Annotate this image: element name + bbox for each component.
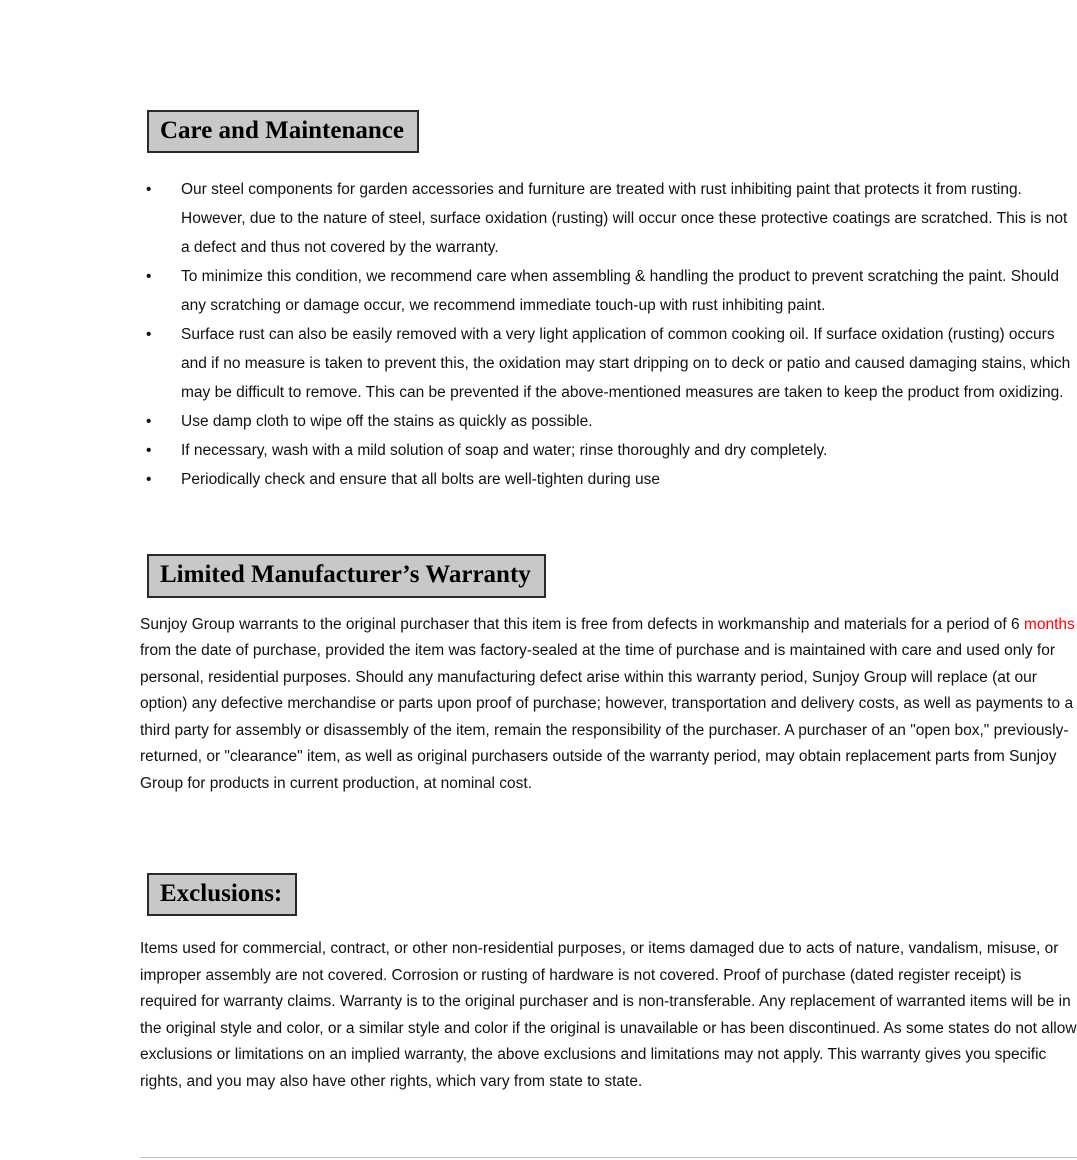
exclusions-paragraph: Items used for commercial, contract, or other non-residential purposes, or items damaged due to acts of nature, vandalism, misuse, or improper assembly are not covered. Corrosion or rusting of hardware is not covered. Proof of purchase (dated register receipt) is required for warranty claims. Warranty is to the original purchaser and is non-transferable. Any replacement of warranted items will be in the original style and color, or a similar style and color if the original is unavailable or has been discontinued. As some states do not allow exclusions or limitations on an implied warranty, the above exclusions and limitations may not apply. This warranty gives you specific rights, and you may also have other rights, which vary from state to state. <box>140 940 1077 1090</box>
document-content <box>140 0 1077 1095</box>
care-bullet-list <box>140 175 1077 494</box>
limited-warranty-heading: Limited Manufacturer’s Warranty <box>147 554 546 597</box>
exclusions-heading: Exclusions: <box>147 873 297 916</box>
care-bullet-item: • Use damp cloth to wipe off the stains as quickly as possible. <box>140 407 1077 436</box>
warranty-text-after: from the date of purchase, provided the item was factory-sealed at the time of purchase and is maintained with care and used only for personal, residential purposes. Should any manufacturing defect arise within this warranty period, Sunjoy Group will replace (at our option) any defective merchandise or parts upon proof of purchase; however, transportation and delivery costs, as well as payments to a third party for assembly or disassembly of the item, remain the responsibility of the purchaser. A purchaser of an "open box," previously-returned, or "clearance" item, as well as original purchasers outside of the warranty period, may obtain replacement parts from Sunjoy Group for products in current production, at nominal cost. <box>140 642 1074 792</box>
warranty-paragraph <box>140 612 1077 798</box>
care-bullet-item: • Surface rust can also be easily removed with a very light application of common cooking oil. If surface oxidation (rusting) occurs and if no measure is taken to prevent this, the oxidation may start dripping on to deck or patio and caused damaging stains, which may be difficult to remove. This can be prevented if the above-mentioned measures are taken to keep the product from oxidizing. <box>140 320 1077 407</box>
care-and-maintenance-heading: Care and Maintenance <box>147 110 419 153</box>
care-bullet-item: • To minimize this condition, we recommend care when assembling & handling the product to prevent scratching the paint. Should any scratching or damage occur, we recommend immediate touch-up with rust inhibiting paint. <box>140 262 1077 320</box>
warranty-highlight-months: months <box>1023 615 1075 633</box>
page-bottom-divider <box>140 1157 1077 1158</box>
care-bullet-item: • If necessary, wash with a mild solution of soap and water; rinse thoroughly and dry completely. <box>140 436 1077 465</box>
warranty-text-before: Sunjoy Group warrants to the original purchaser that this item is free from defects in workmanship and materials for a period of 6 <box>140 615 1024 633</box>
care-bullet-item: • Our steel components for garden accessories and furniture are treated with rust inhibiting paint that protects it from rusting. However, due to the nature of steel, surface oxidation (rusting) will occur once these protective coatings are scratched. This is not a defect and thus not covered by the warranty. <box>140 175 1077 262</box>
care-bullet-item: • Periodically check and ensure that all bolts are well-tighten during use <box>140 465 1077 494</box>
